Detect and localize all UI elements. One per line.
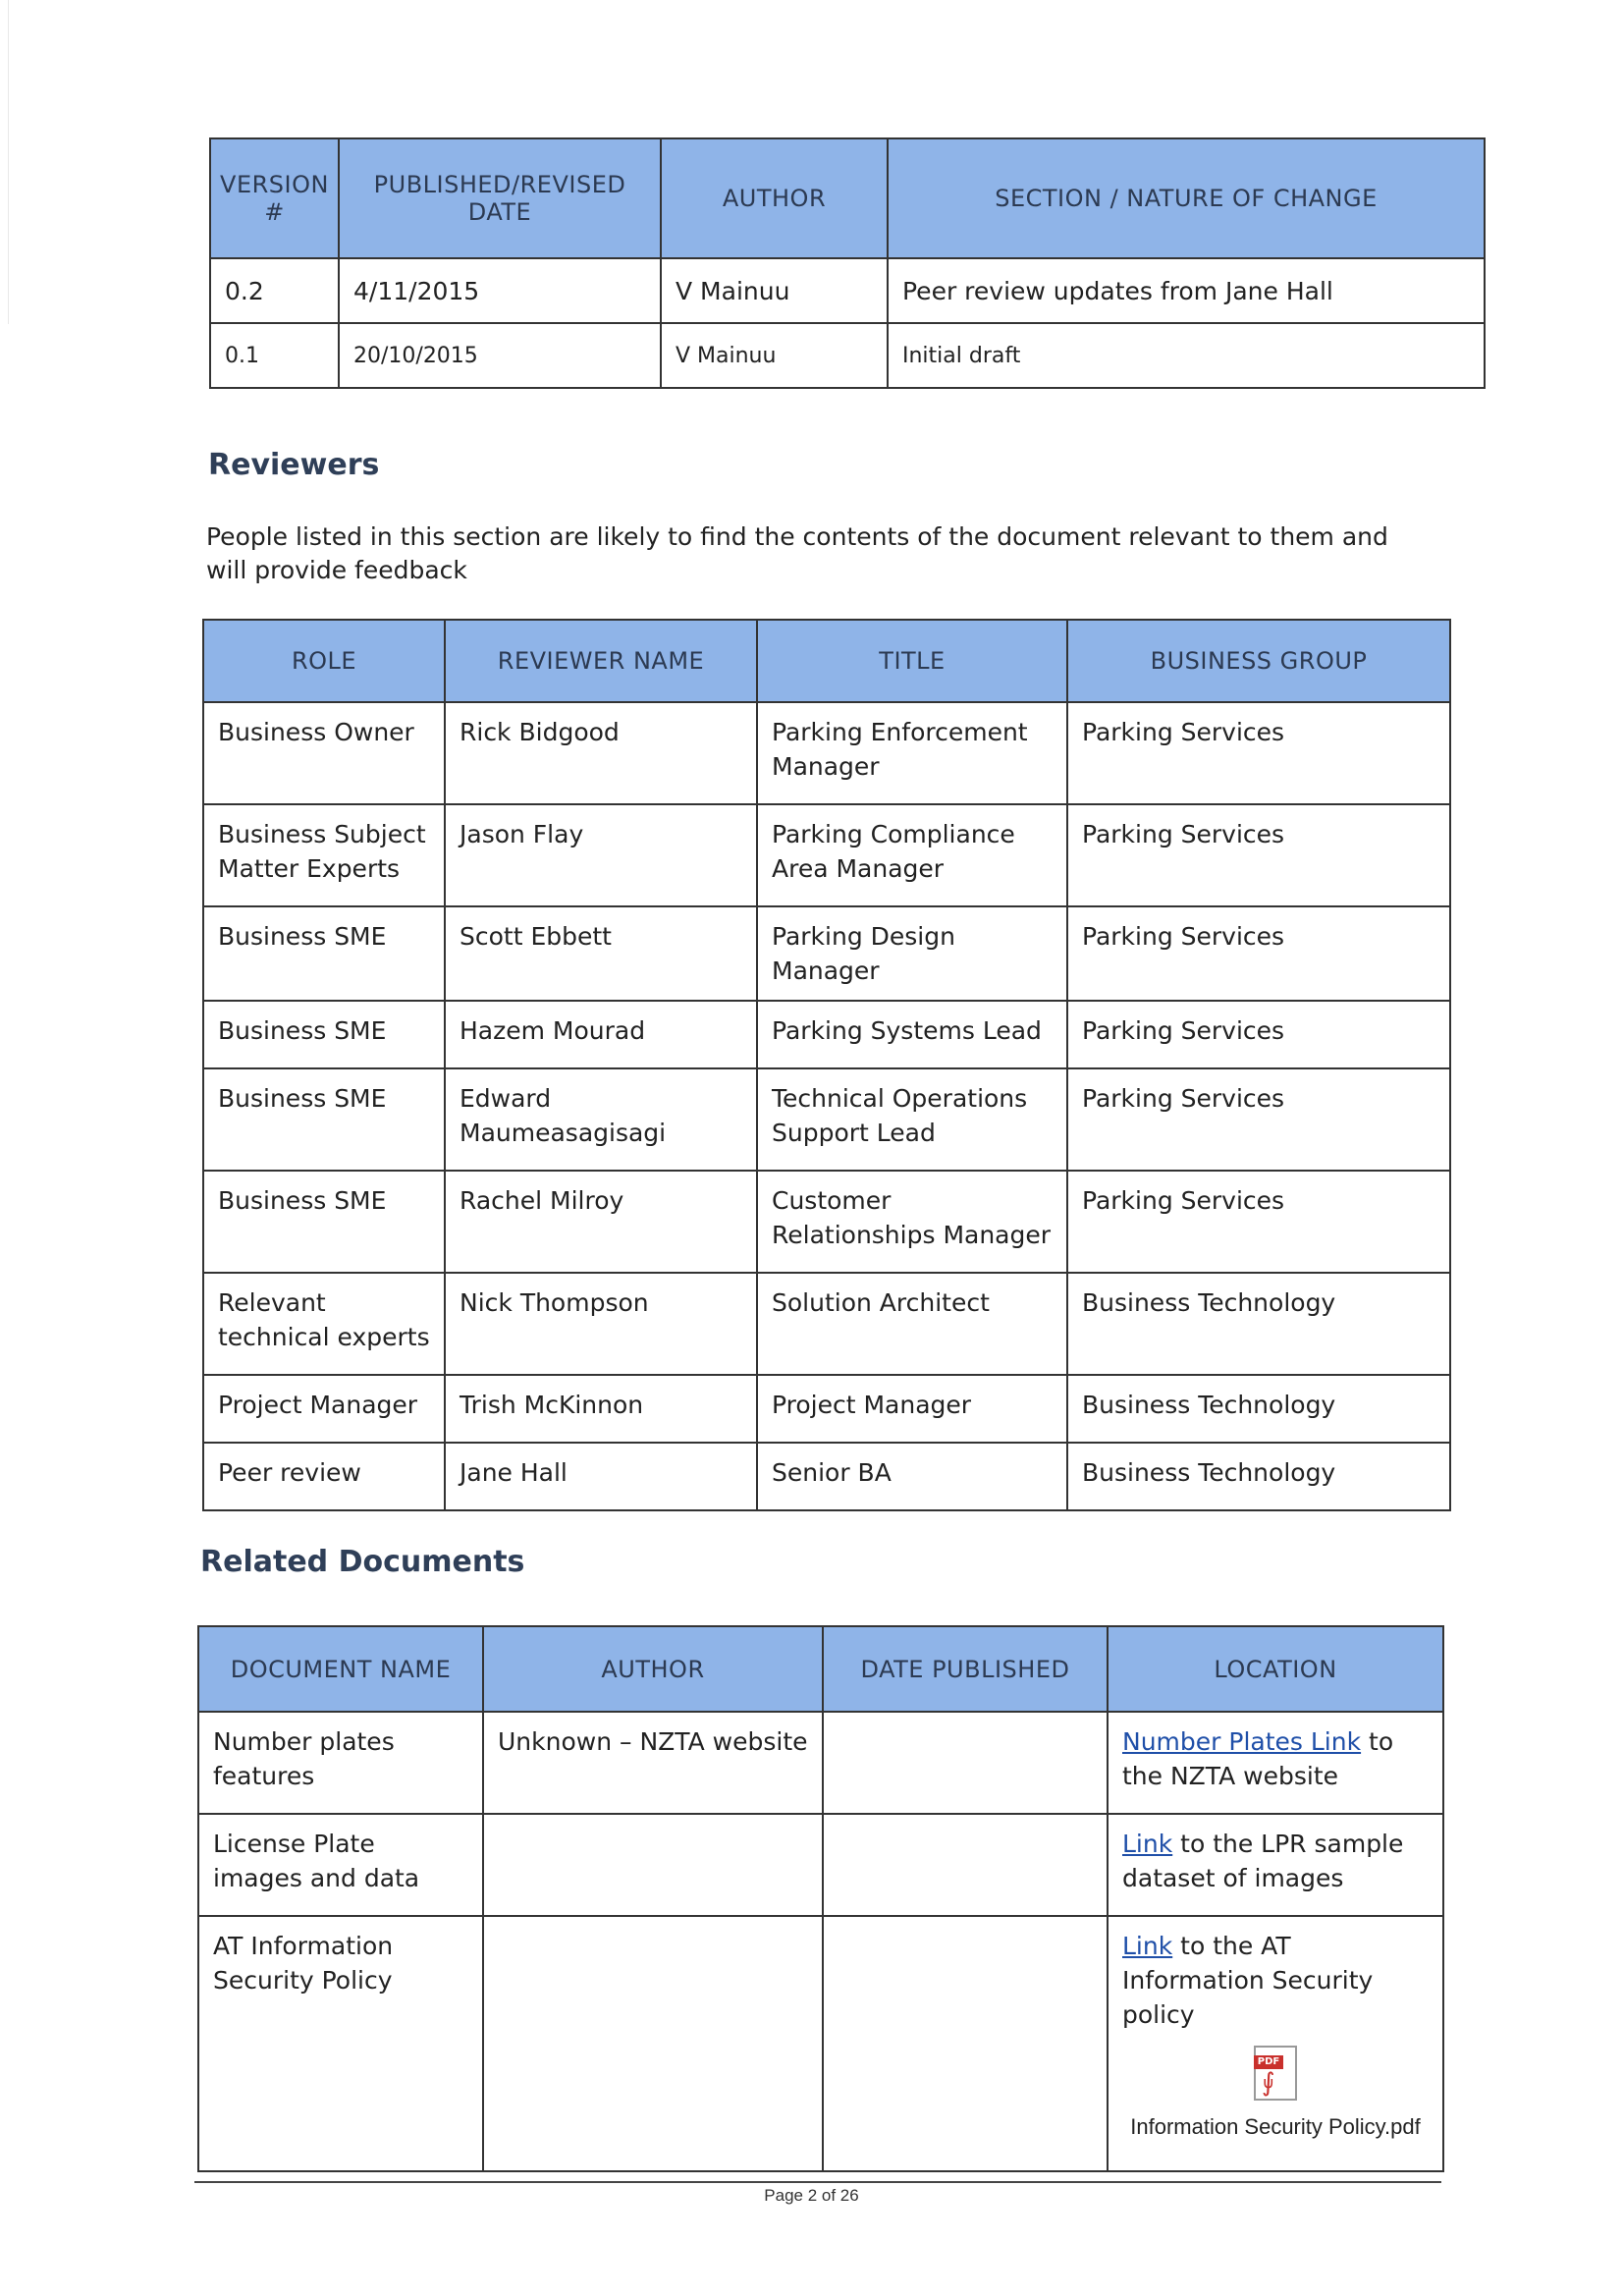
header-date-published: DATE PUBLISHED (823, 1626, 1108, 1712)
table-row (203, 1375, 1450, 1443)
number-plates-link[interactable]: Number Plates Link (1122, 1727, 1362, 1756)
cell-version: 0.1 (210, 323, 339, 388)
cell-document-name: Number plates features (198, 1712, 483, 1814)
cell-name: Edward Maumeasagisagi (445, 1068, 757, 1171)
cell-role: Business SME (203, 1001, 445, 1068)
table-header-row (203, 620, 1450, 702)
lpr-dataset-link[interactable]: Link (1122, 1830, 1173, 1858)
table-row (203, 1171, 1450, 1273)
cell-name: Trish McKinnon (445, 1375, 757, 1443)
cell-role: Business Subject Matter Experts (203, 804, 445, 906)
cell-name: Jane Hall (445, 1443, 757, 1510)
header-author: AUTHOR (661, 138, 888, 258)
header-published-date: PUBLISHED/REVISED DATE (339, 138, 661, 258)
cell-title: Parking Design Manager (757, 906, 1067, 1001)
table-row (203, 1068, 1450, 1171)
header-reviewer-name: REVIEWER NAME (445, 620, 757, 702)
table-row (203, 906, 1450, 1001)
attachment-filename[interactable]: Information Security Policy.pdf (1130, 2114, 1421, 2139)
version-history-table (209, 137, 1486, 389)
reviewers-table (202, 619, 1451, 1511)
location-text: to the LPR sample dataset of images (1122, 1830, 1404, 1892)
cell-date: 4/11/2015 (339, 258, 661, 323)
cell-name: Scott Ebbett (445, 906, 757, 1001)
cell-date: 20/10/2015 (339, 323, 661, 388)
cell-group: Parking Services (1067, 1171, 1450, 1273)
location-text: to the AT Information Security policy (1122, 1932, 1374, 2029)
cell-role: Project Manager (203, 1375, 445, 1443)
header-location: LOCATION (1108, 1626, 1443, 1712)
table-row (203, 1443, 1450, 1510)
reviewers-heading: Reviewers (208, 448, 380, 482)
table-row (203, 1273, 1450, 1375)
header-title: TITLE (757, 620, 1067, 702)
cell-document-name: AT Information Security Policy (198, 1916, 483, 2171)
cell-role: Relevant technical experts (203, 1273, 445, 1375)
cell-author (483, 1814, 823, 1916)
pdf-attachment[interactable] (1122, 2046, 1429, 2141)
header-version: VERSION # (210, 138, 339, 258)
cell-title: Senior BA (757, 1443, 1067, 1510)
cell-title: Solution Architect (757, 1273, 1067, 1375)
table-row (198, 1814, 1443, 1916)
cell-group: Business Technology (1067, 1443, 1450, 1510)
cell-group: Parking Services (1067, 906, 1450, 1001)
cell-title: Project Manager (757, 1375, 1067, 1443)
cell-group: Business Technology (1067, 1273, 1450, 1375)
cell-author (483, 1916, 823, 2171)
cell-author: V Mainuu (661, 323, 888, 388)
cell-author: Unknown – NZTA website (483, 1712, 823, 1814)
cell-role: Peer review (203, 1443, 445, 1510)
cell-title: Parking Systems Lead (757, 1001, 1067, 1068)
header-role: ROLE (203, 620, 445, 702)
cell-role: Business SME (203, 1068, 445, 1171)
cell-date (823, 1916, 1108, 2171)
cell-group: Parking Services (1067, 1001, 1450, 1068)
cell-version: 0.2 (210, 258, 339, 323)
cell-role: Business SME (203, 1171, 445, 1273)
cell-change: Peer review updates from Jane Hall (888, 258, 1485, 323)
header-document-name: DOCUMENT NAME (198, 1626, 483, 1712)
security-policy-link[interactable]: Link (1122, 1932, 1173, 1960)
cell-author: V Mainuu (661, 258, 888, 323)
related-documents-table (197, 1625, 1444, 2172)
table-row (198, 1916, 1443, 2171)
cell-name: Rick Bidgood (445, 702, 757, 804)
cell-title: Parking Enforcement Manager (757, 702, 1067, 804)
cell-location (1108, 1916, 1443, 2171)
header-change: SECTION / NATURE OF CHANGE (888, 138, 1485, 258)
table-header-row (198, 1626, 1443, 1712)
cell-role: Business Owner (203, 702, 445, 804)
cell-change: Initial draft (888, 323, 1485, 388)
table-row (203, 702, 1450, 804)
table-row (203, 1001, 1450, 1068)
table-row (210, 323, 1485, 388)
header-business-group: BUSINESS GROUP (1067, 620, 1450, 702)
cell-name: Hazem Mourad (445, 1001, 757, 1068)
cell-location (1108, 1712, 1443, 1814)
cell-title: Customer Relationships Manager (757, 1171, 1067, 1273)
table-row (198, 1712, 1443, 1814)
cell-group: Parking Services (1067, 1068, 1450, 1171)
cell-role: Business SME (203, 906, 445, 1001)
scan-edge-line (8, 0, 9, 324)
pdf-file-icon[interactable]: PDF ⨚ (1254, 2046, 1297, 2101)
location-text: to the NZTA website (1122, 1727, 1394, 1790)
cell-title: Technical Operations Support Lead (757, 1068, 1067, 1171)
reviewers-intro: People listed in this section are likely to find the contents of the document relevant to them and will provide feedback (206, 522, 1388, 584)
cell-name: Rachel Milroy (445, 1171, 757, 1273)
cell-document-name: License Plate images and data (198, 1814, 483, 1916)
cell-group: Parking Services (1067, 702, 1450, 804)
cell-group: Parking Services (1067, 804, 1450, 906)
cell-title: Parking Compliance Area Manager (757, 804, 1067, 906)
cell-group: Business Technology (1067, 1375, 1450, 1443)
pdf-badge: PDF (1254, 2055, 1283, 2069)
cell-name: Nick Thompson (445, 1273, 757, 1375)
page-number: Page 2 of 26 (764, 2186, 859, 2205)
header-author: AUTHOR (483, 1626, 823, 1712)
table-row (210, 258, 1485, 323)
cell-location (1108, 1814, 1443, 1916)
cell-date (823, 1712, 1108, 1814)
table-row (203, 804, 1450, 906)
related-documents-heading: Related Documents (200, 1545, 525, 1579)
footer-divider (194, 2181, 1441, 2183)
cell-date (823, 1814, 1108, 1916)
cell-name: Jason Flay (445, 804, 757, 906)
table-header-row (210, 138, 1485, 258)
